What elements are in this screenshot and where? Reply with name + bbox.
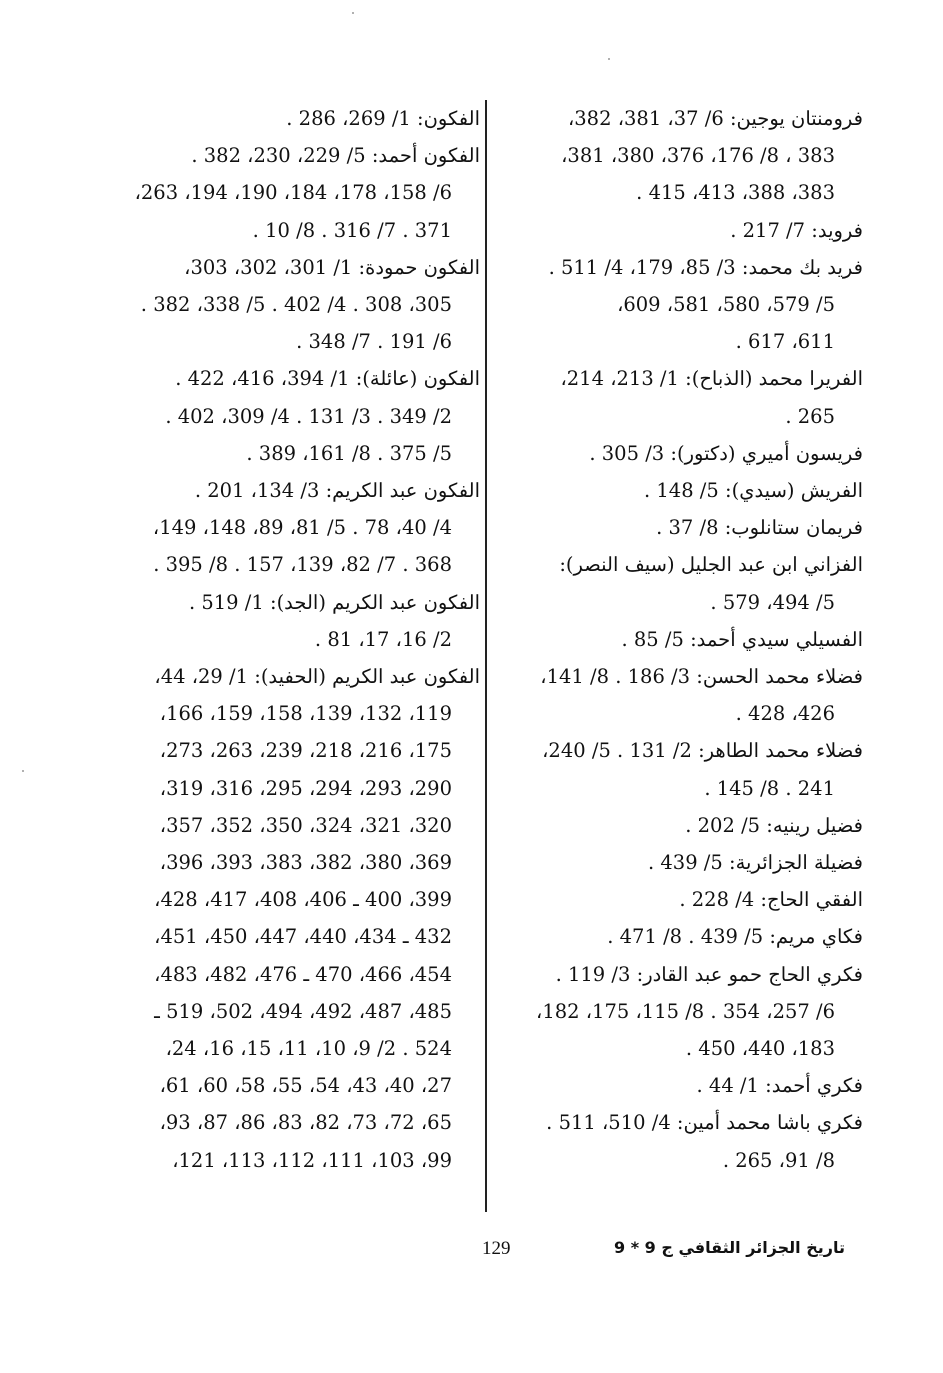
index-column-right <box>497 100 863 1179</box>
column-divider <box>485 100 487 1212</box>
scan-speck <box>608 58 610 60</box>
page-number: 129 <box>482 1238 511 1259</box>
index-entry-continuation: 485، 487، 492، 494، 502، 519 ـ <box>154 999 452 1023</box>
index-entry-heading: فريسون أميري (دكتور): 3/ 305 . <box>589 441 863 465</box>
index-entry <box>497 472 863 509</box>
index-entry-continuation: 369، 380، 382، 383، 393، 396، <box>159 851 452 875</box>
index-entry-continuation: 290، 293، 294، 295، 316، 319، <box>159 776 452 800</box>
index-entry-continuation: 119، 132، 139، 158، 159، 166، <box>159 702 452 726</box>
index-entry-heading: الفريش (سيدي): 5/ 148 . <box>643 479 863 503</box>
index-entry-continuation: 524 . 2/ 9، 10، 11، 15، 16، 24، <box>165 1037 452 1061</box>
index-entry-continuation: 2/ 349 . 3/ 131 . 4/ 309، 402 . <box>165 404 452 428</box>
index-entry <box>115 584 480 658</box>
index-entry <box>497 658 863 732</box>
index-entry-continuation: 5/ 579، 580، 581، 609، <box>617 293 835 317</box>
index-entry-heading: الفكون عبد الكريم: 3/ 134، 201 . <box>194 479 480 503</box>
index-entry <box>497 360 863 434</box>
index-entry-continuation: 6/ 191 . 7/ 348 . <box>296 330 452 354</box>
index-entry-continuation: 399، 400 ـ 406، 408، 417، 428، <box>154 888 452 912</box>
index-entry-heading: فضيل رينيه: 5/ 202 . <box>685 813 863 837</box>
index-entry-continuation: 175، 216، 218، 239، 263، 273، <box>159 739 452 763</box>
index-entry-heading: الفريرا محمد (الذباح): 1/ 213، 214، <box>560 367 863 391</box>
index-entry <box>115 249 480 361</box>
index-entry-continuation: 305، 308 . 4/ 402 . 5/ 338، 382 . <box>140 293 452 317</box>
index-entry-heading: الفكون حمودة: 1/ 301، 302، 303، <box>184 255 480 279</box>
index-entry-continuation: 65، 72، 73، 82، 83، 86، 87، 93، <box>159 1111 452 1135</box>
index-entry-heading: فضيلة الجزائرية: 5/ 439 . <box>647 851 863 875</box>
index-entry <box>497 844 863 881</box>
index-entry-continuation: 4/ 40، 78 . 5/ 81، 89، 148، 149، <box>152 516 452 540</box>
index-entry-continuation: 265 . <box>785 404 835 428</box>
index-entry-continuation: 371 . 7/ 316 . 8/ 10 . <box>252 218 452 242</box>
index-entry-continuation: 99، 103، 111، 112، 113، 121، <box>172 1148 452 1172</box>
index-entry-continuation: 383، 388، 413، 415 . <box>636 181 835 205</box>
index-entry-continuation: 241 . 8/ 145 . <box>704 776 835 800</box>
index-entry <box>497 509 863 546</box>
index-entry <box>115 360 480 472</box>
index-entry-continuation: 183، 440، 450 . <box>685 1037 835 1061</box>
index-entry-continuation: 2/ 16، 17، 81 . <box>314 627 452 651</box>
index-entry-continuation: 426، 428 . <box>735 702 835 726</box>
index-entry-continuation: 27، 40، 43، 54، 55، 58، 60، 61، <box>159 1074 452 1098</box>
index-entry-continuation: 611، 617 . <box>735 330 835 354</box>
index-entry <box>497 212 863 249</box>
index-entry-heading: فريد بك محمد: 3/ 85، 179، 4/ 511 . <box>548 255 863 279</box>
index-entry-heading: فضلاء محمد الطاهر: 2/ 131 . 5/ 240، <box>542 739 863 763</box>
index-entry-heading: فكري الحاج حمو عبد القادر: 3/ 119 . <box>555 962 863 986</box>
index-entry <box>497 732 863 806</box>
index-entry-heading: فرومنتان يوجين: 6/ 37، 381، 382، <box>567 107 863 130</box>
index-entry <box>115 137 480 249</box>
index-entry <box>115 472 480 584</box>
index-entry-continuation: 368 . 7/ 82، 139، 157 . 8/ 395 . <box>153 553 452 577</box>
index-entry-heading: فريمان ستانلوب: 8/ 37 . <box>656 516 863 540</box>
index-entry-heading: الفكون: 1/ 269، 286 . <box>286 107 480 130</box>
index-entry-continuation: 6/ 158، 178، 184، 190، 194، 263، <box>134 181 452 205</box>
index-entry-continuation: 8/ 91، 265 . <box>722 1148 835 1172</box>
index-entry <box>497 435 863 472</box>
index-entry <box>497 881 863 918</box>
index-entry <box>497 621 863 658</box>
index-entry-continuation: 6/ 257، 354 . 8/ 115، 175، 182، <box>536 999 835 1023</box>
index-entry-heading: الفزاني ابن عبد الجليل (سيف النصر): <box>559 553 863 577</box>
index-entry-continuation: 432 ـ 434، 440، 447، 450، 451، <box>154 925 452 949</box>
running-title: تاريخ الجزائر الثقافي ج 9 * 9 <box>613 1238 845 1257</box>
index-entry-heading: فكري باشا محمد أمين: 4/ 510، 511 . <box>546 1111 863 1135</box>
index-entry-heading: الفسيلي سيدي أحمد: 5/ 85 . <box>621 627 863 651</box>
index-entry <box>497 918 863 955</box>
index-entry <box>497 807 863 844</box>
index-entry-continuation: 383 ، 8/ 176، 376، 380، 381، <box>561 144 835 168</box>
index-entry <box>497 249 863 361</box>
index-entry-continuation: 5/ 494، 579 . <box>710 590 835 614</box>
index-entry-heading: فكري أحمد: 1/ 44 . <box>696 1074 863 1098</box>
index-entry-heading: فرويد: 7/ 217 . <box>730 218 863 242</box>
page-footer <box>0 1238 943 1268</box>
index-entry <box>497 1067 863 1104</box>
index-column-left <box>115 100 480 1179</box>
index-entry-heading: الفقي الحاج: 4/ 228 . <box>679 888 863 912</box>
index-entry-heading: فكاي مريم: 5/ 439 . 8/ 471 . <box>607 925 863 949</box>
index-entry <box>497 1104 863 1178</box>
index-entry <box>115 100 480 137</box>
scan-speck <box>22 770 24 772</box>
index-entry <box>497 100 863 212</box>
index-entry-continuation: 454، 466، 470 ـ 476، 482، 483، <box>154 962 452 986</box>
index-entry-heading: الفكون (عائلة): 1/ 394، 416، 422 . <box>175 367 480 391</box>
index-entry <box>497 546 863 620</box>
scan-speck <box>352 12 354 14</box>
index-entry-heading: الفكون عبد الكريم (الجد): 1/ 519 . <box>188 590 480 614</box>
index-entry-continuation: 320، 321، 324، 350، 352، 357، <box>159 813 452 837</box>
index-entry <box>497 956 863 1068</box>
index-entry-heading: الفكون عبد الكريم (الحفيد): 1/ 29، 44، <box>154 665 480 689</box>
index-entry-heading: الفكون أحمد: 5/ 229، 230، 382 . <box>191 144 480 168</box>
index-entry-continuation: 5/ 375 . 8/ 161، 389 . <box>246 441 452 465</box>
index-entry-heading: فضلاء محمد الحسن: 3/ 186 . 8/ 141، <box>540 665 863 689</box>
index-entry <box>115 658 480 1179</box>
